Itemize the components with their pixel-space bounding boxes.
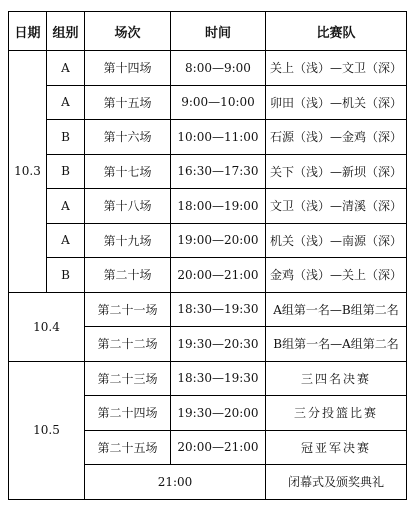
table-row xyxy=(9,154,407,189)
time-cell: 9:00—10:00 xyxy=(171,85,266,120)
teams-cell: 文卫（浅）—清溪（深） xyxy=(266,189,407,224)
table-row xyxy=(9,120,407,155)
time-cell: 10:00—11:00 xyxy=(171,120,266,155)
time-cell: 18:00—19:00 xyxy=(171,189,266,224)
time-cell: 19:30—20:00 xyxy=(171,396,266,431)
date-cell: 10.5 xyxy=(9,361,85,499)
time-cell: 8:00—9:00 xyxy=(171,51,266,86)
header-teams: 比赛队 xyxy=(266,12,407,51)
header-date: 日期 xyxy=(9,12,47,51)
match-cell: 第十九场 xyxy=(85,223,171,258)
teams-cell: 三分投篮比赛 xyxy=(266,396,407,431)
header-time: 时间 xyxy=(171,12,266,51)
match-cell: 第二十二场 xyxy=(85,327,171,362)
teams-cell: 机关（浅）—南源（深） xyxy=(266,223,407,258)
closing-event-cell: 闭幕式及颁奖典礼 xyxy=(266,465,407,500)
header-row xyxy=(9,12,407,51)
match-cell: 第二十四场 xyxy=(85,396,171,431)
time-cell: 16:30—17:30 xyxy=(171,154,266,189)
match-cell: 第二十场 xyxy=(85,258,171,293)
table-row xyxy=(9,189,407,224)
group-cell: B xyxy=(47,258,85,293)
table-row xyxy=(9,51,407,86)
date-cell: 10.4 xyxy=(9,292,85,361)
time-cell: 20:00—21:00 xyxy=(171,430,266,465)
teams-cell: 冠亚军决赛 xyxy=(266,430,407,465)
group-cell: B xyxy=(47,120,85,155)
group-cell: A xyxy=(47,85,85,120)
time-cell: 19:30—20:30 xyxy=(171,327,266,362)
match-cell: 第二十五场 xyxy=(85,430,171,465)
group-cell: B xyxy=(47,154,85,189)
header-group: 组别 xyxy=(47,12,85,51)
teams-cell: 金鸡（浅）—关上（深） xyxy=(266,258,407,293)
match-cell: 第十八场 xyxy=(85,189,171,224)
teams-cell: 卯田（浅）—机关（深） xyxy=(266,85,407,120)
match-cell: 第二十三场 xyxy=(85,361,171,396)
time-cell: 18:30—19:30 xyxy=(171,292,266,327)
time-cell: 18:30—19:30 xyxy=(171,361,266,396)
table-row xyxy=(9,361,407,396)
teams-cell: 关上（浅）—文卫（深） xyxy=(266,51,407,86)
time-cell: 19:00—20:00 xyxy=(171,223,266,258)
teams-cell: B组第一名—A组第二名 xyxy=(266,327,407,362)
closing-time-cell: 21:00 xyxy=(85,465,266,500)
teams-cell: 关下（浅）—新坝（深） xyxy=(266,154,407,189)
table-row xyxy=(9,292,407,327)
match-cell: 第十四场 xyxy=(85,51,171,86)
match-cell: 第二十一场 xyxy=(85,292,171,327)
table-row xyxy=(9,85,407,120)
match-cell: 第十五场 xyxy=(85,85,171,120)
teams-cell: 石源（浅）—金鸡（深） xyxy=(266,120,407,155)
header-match: 场次 xyxy=(85,12,171,51)
table-row xyxy=(9,258,407,293)
group-cell: A xyxy=(47,189,85,224)
match-cell: 第十七场 xyxy=(85,154,171,189)
time-cell: 20:00—21:00 xyxy=(171,258,266,293)
match-cell: 第十六场 xyxy=(85,120,171,155)
teams-cell: 三四名决赛 xyxy=(266,361,407,396)
date-cell: 10.3 xyxy=(9,51,47,293)
teams-cell: A组第一名—B组第二名 xyxy=(266,292,407,327)
group-cell: A xyxy=(47,223,85,258)
schedule-table xyxy=(8,11,407,500)
table-row xyxy=(9,223,407,258)
group-cell: A xyxy=(47,51,85,86)
